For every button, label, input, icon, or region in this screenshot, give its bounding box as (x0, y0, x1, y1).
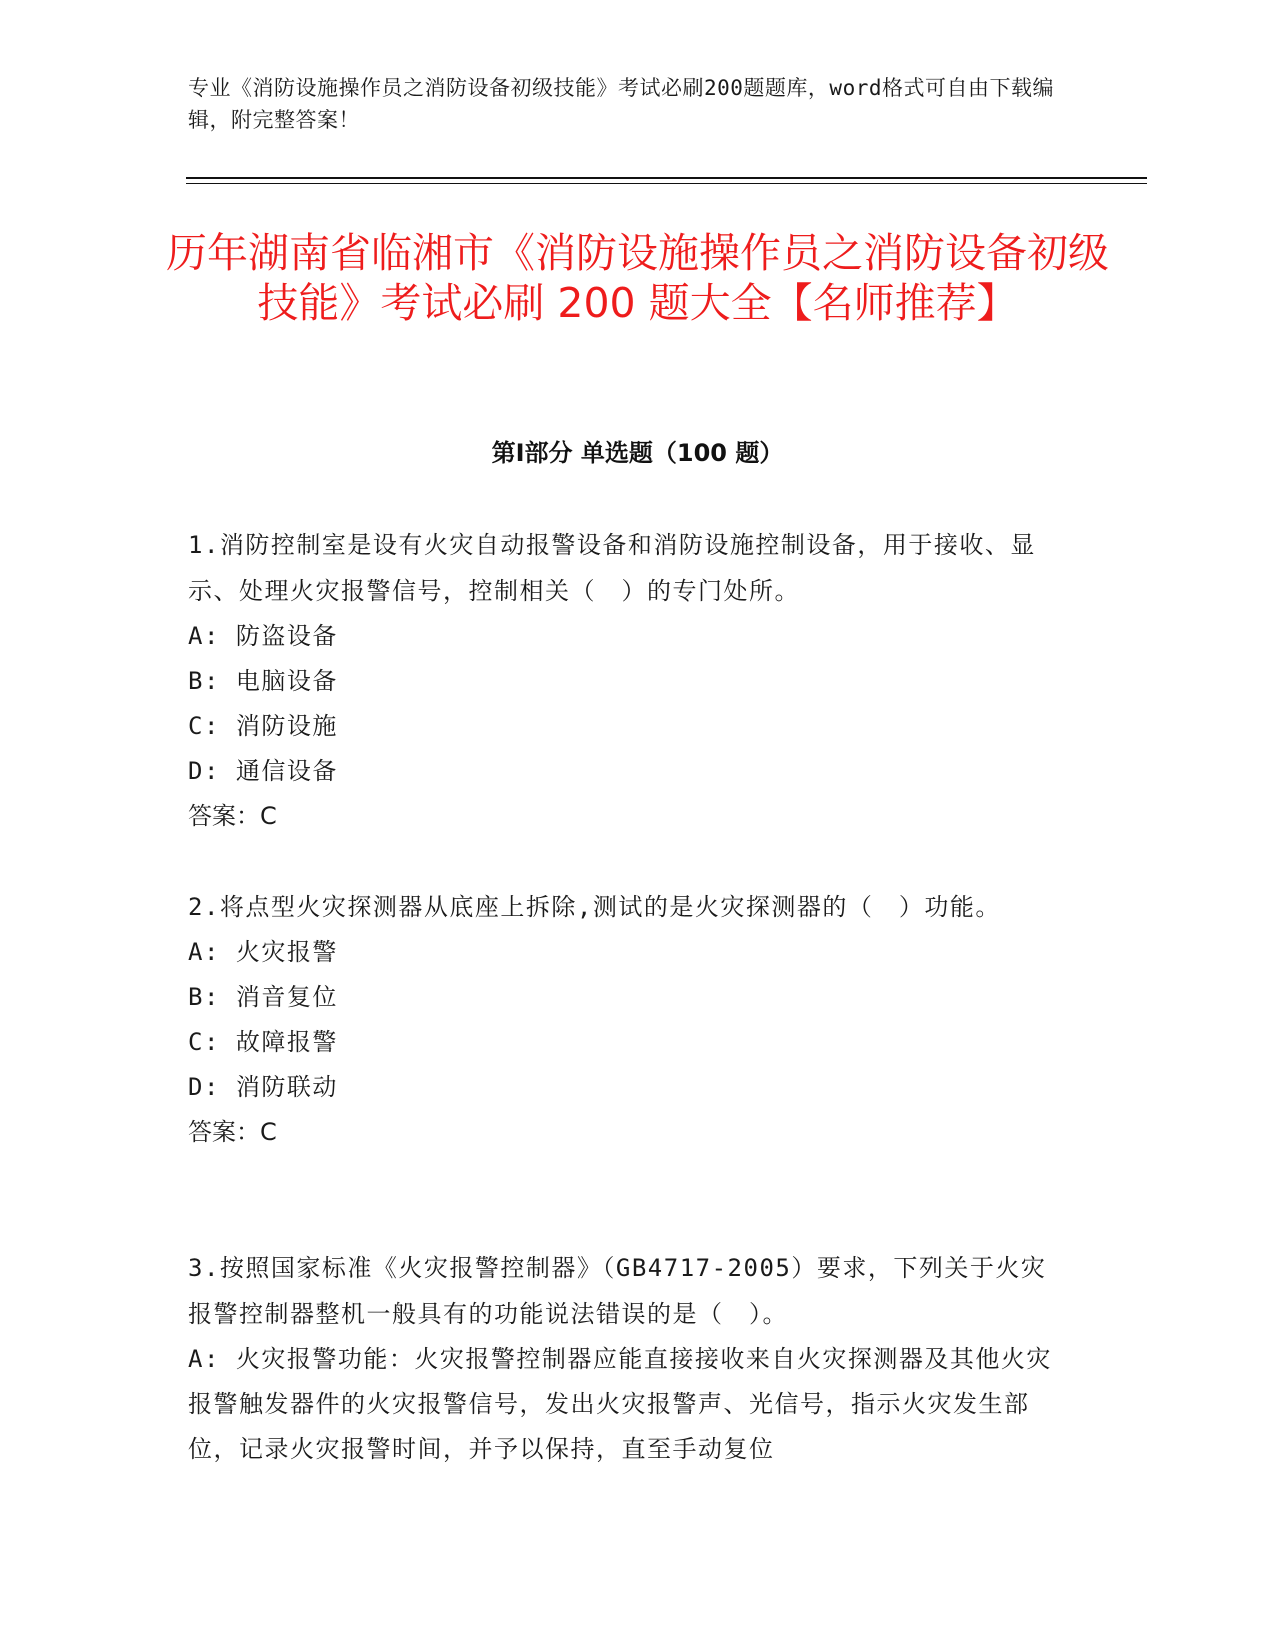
option-d: D: 通信设备 (188, 757, 338, 785)
question-1 (188, 522, 1068, 839)
header-divider-thin (186, 183, 1147, 184)
question-3 (188, 1245, 1068, 1472)
option-c: C: 消防设施 (188, 712, 338, 740)
option-c: C: 故障报警 (188, 1028, 338, 1056)
header-note: 专业《消防设施操作员之消防设备初级技能》考试必刷200题题库，word格式可自由下载编辑，附完整答案！ (188, 76, 1054, 132)
question-2 (188, 884, 1068, 1155)
option-b: B: 消音复位 (188, 983, 338, 1011)
document-title: 历年湖南省临湘市《消防设施操作员之消防设备初级技能》考试必刷 200 题大全【名师推荐】 (166, 229, 1109, 327)
section-heading: 第Ⅰ部分 单选题（100 题） (491, 439, 784, 467)
option-a: A: 火灾报警 (188, 938, 338, 966)
question-stem: 2.将点型火灾探测器从底座上拆除,测试的是火灾探测器的（ ）功能。 (188, 893, 1001, 921)
question-stem: 3.按照国家标准《火灾报警控制器》（GB4717-2005）要求，下列关于火灾报警控制器整机一般具有的功能说法错误的是（ ）。 (188, 1254, 1047, 1328)
header-divider-thick (186, 177, 1147, 179)
answer: 答案：C (188, 1118, 277, 1146)
option-a: A: 火灾报警功能：火灾报警控制器应能直接接收来自火灾探测器及其他火灾报警触发器件的火灾报警信号，发出火灾报警声、光信号，指示火灾发生部位，记录火灾报警时间，并予以保持，直至手动复位 (188, 1345, 1052, 1463)
option-d: D: 消防联动 (188, 1073, 338, 1101)
answer: 答案：C (188, 802, 277, 830)
option-b: B: 电脑设备 (188, 667, 338, 695)
question-stem: 1.消防控制室是设有火灾自动报警设备和消防设施控制设备，用于接收、显示、处理火灾报警信号，控制相关（ ）的专门处所。 (188, 531, 1036, 605)
option-a: A: 防盗设备 (188, 622, 338, 650)
